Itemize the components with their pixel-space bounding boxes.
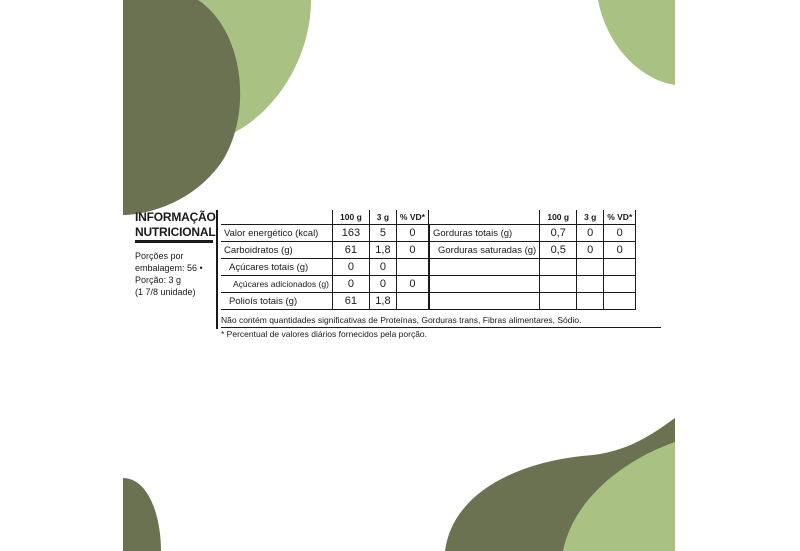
value-portion: 1,8 bbox=[369, 242, 396, 259]
bottom-left-dark-shape bbox=[123, 478, 161, 551]
nutrition-title bbox=[135, 210, 216, 243]
column-header-100g: 100 g bbox=[332, 210, 369, 225]
value-portion bbox=[577, 259, 604, 276]
portion-line-4: (1 7/8 unidade) bbox=[135, 287, 196, 297]
table-header bbox=[221, 210, 428, 225]
value-portion: 5 bbox=[369, 225, 396, 242]
nutrient-name bbox=[430, 259, 540, 276]
portion-line-2: embalagem: 56 • bbox=[135, 263, 203, 273]
table-row bbox=[221, 276, 428, 293]
value-portion bbox=[577, 293, 604, 310]
table-row bbox=[430, 259, 636, 276]
column-header-portion: 3 g bbox=[577, 210, 604, 225]
value-portion: 0 bbox=[369, 259, 396, 276]
nutrients-table-right bbox=[429, 210, 636, 310]
column-header-vd: % VD* bbox=[604, 210, 636, 225]
value-100g: 163 bbox=[332, 225, 369, 242]
daily-value-footnote: * Percentual de valores diários fornecidos pela porção. bbox=[221, 329, 428, 339]
title-line-1: INFORMAÇÃO bbox=[135, 210, 216, 224]
footnotes bbox=[221, 314, 661, 340]
table-row bbox=[221, 259, 428, 276]
value-100g: 0 bbox=[332, 276, 369, 293]
nutrient-name: Açúcares adicionados (g) bbox=[221, 276, 332, 293]
value-100g bbox=[540, 293, 577, 310]
title-line-2: NUTRICIONAL bbox=[135, 225, 213, 243]
table-row bbox=[430, 276, 636, 293]
nutrients-table-left bbox=[221, 210, 429, 310]
table-row bbox=[221, 293, 428, 310]
value-portion: 0 bbox=[577, 242, 604, 259]
column-header-vd: % VD* bbox=[396, 210, 428, 225]
value-portion bbox=[577, 276, 604, 293]
value-portion: 1,8 bbox=[369, 293, 396, 310]
top-right-light-shape bbox=[598, 0, 675, 85]
column-header-portion: 3 g bbox=[369, 210, 396, 225]
value-vd: 0 bbox=[604, 225, 636, 242]
nutrient-name: Gorduras saturadas (g) bbox=[430, 242, 540, 259]
value-portion: 0 bbox=[577, 225, 604, 242]
value-100g: 61 bbox=[332, 293, 369, 310]
nutrient-name: Açúcares totais (g) bbox=[221, 259, 332, 276]
nutrient-name bbox=[430, 293, 540, 310]
nutrient-name: Carboidratos (g) bbox=[221, 242, 332, 259]
value-100g: 0 bbox=[332, 259, 369, 276]
table-row bbox=[430, 242, 636, 259]
value-vd bbox=[396, 293, 428, 310]
value-vd bbox=[604, 259, 636, 276]
table-row bbox=[221, 225, 428, 242]
nutrient-name: Polioís totais (g) bbox=[221, 293, 332, 310]
not-significant-note: Não contém quantidades significativas de Proteínas, Gorduras trans, Fibras alimentares, Sódio. bbox=[221, 314, 661, 328]
value-vd: 0 bbox=[396, 225, 428, 242]
value-100g bbox=[540, 259, 577, 276]
nutrient-name: Valor energético (kcal) bbox=[221, 225, 332, 242]
value-vd bbox=[396, 259, 428, 276]
value-100g: 61 bbox=[332, 242, 369, 259]
table-row bbox=[221, 242, 428, 259]
table-header bbox=[430, 210, 636, 225]
panel-divider bbox=[216, 210, 218, 329]
value-100g: 0,7 bbox=[540, 225, 577, 242]
value-vd bbox=[604, 276, 636, 293]
nutrient-name bbox=[430, 276, 540, 293]
column-header-100g: 100 g bbox=[540, 210, 577, 225]
value-vd: 0 bbox=[396, 242, 428, 259]
value-vd: 0 bbox=[604, 242, 636, 259]
nutrient-name: Gorduras totais (g) bbox=[430, 225, 540, 242]
portion-info bbox=[135, 250, 217, 298]
value-vd: 0 bbox=[396, 276, 428, 293]
table-row bbox=[430, 225, 636, 242]
top-left-dark-shape bbox=[123, 0, 240, 215]
value-vd bbox=[604, 293, 636, 310]
portion-line-3: Porção: 3 g bbox=[135, 275, 182, 285]
value-100g bbox=[540, 276, 577, 293]
portion-line-1: Porções por bbox=[135, 251, 184, 261]
table-row bbox=[430, 293, 636, 310]
value-100g: 0,5 bbox=[540, 242, 577, 259]
value-portion: 0 bbox=[369, 276, 396, 293]
